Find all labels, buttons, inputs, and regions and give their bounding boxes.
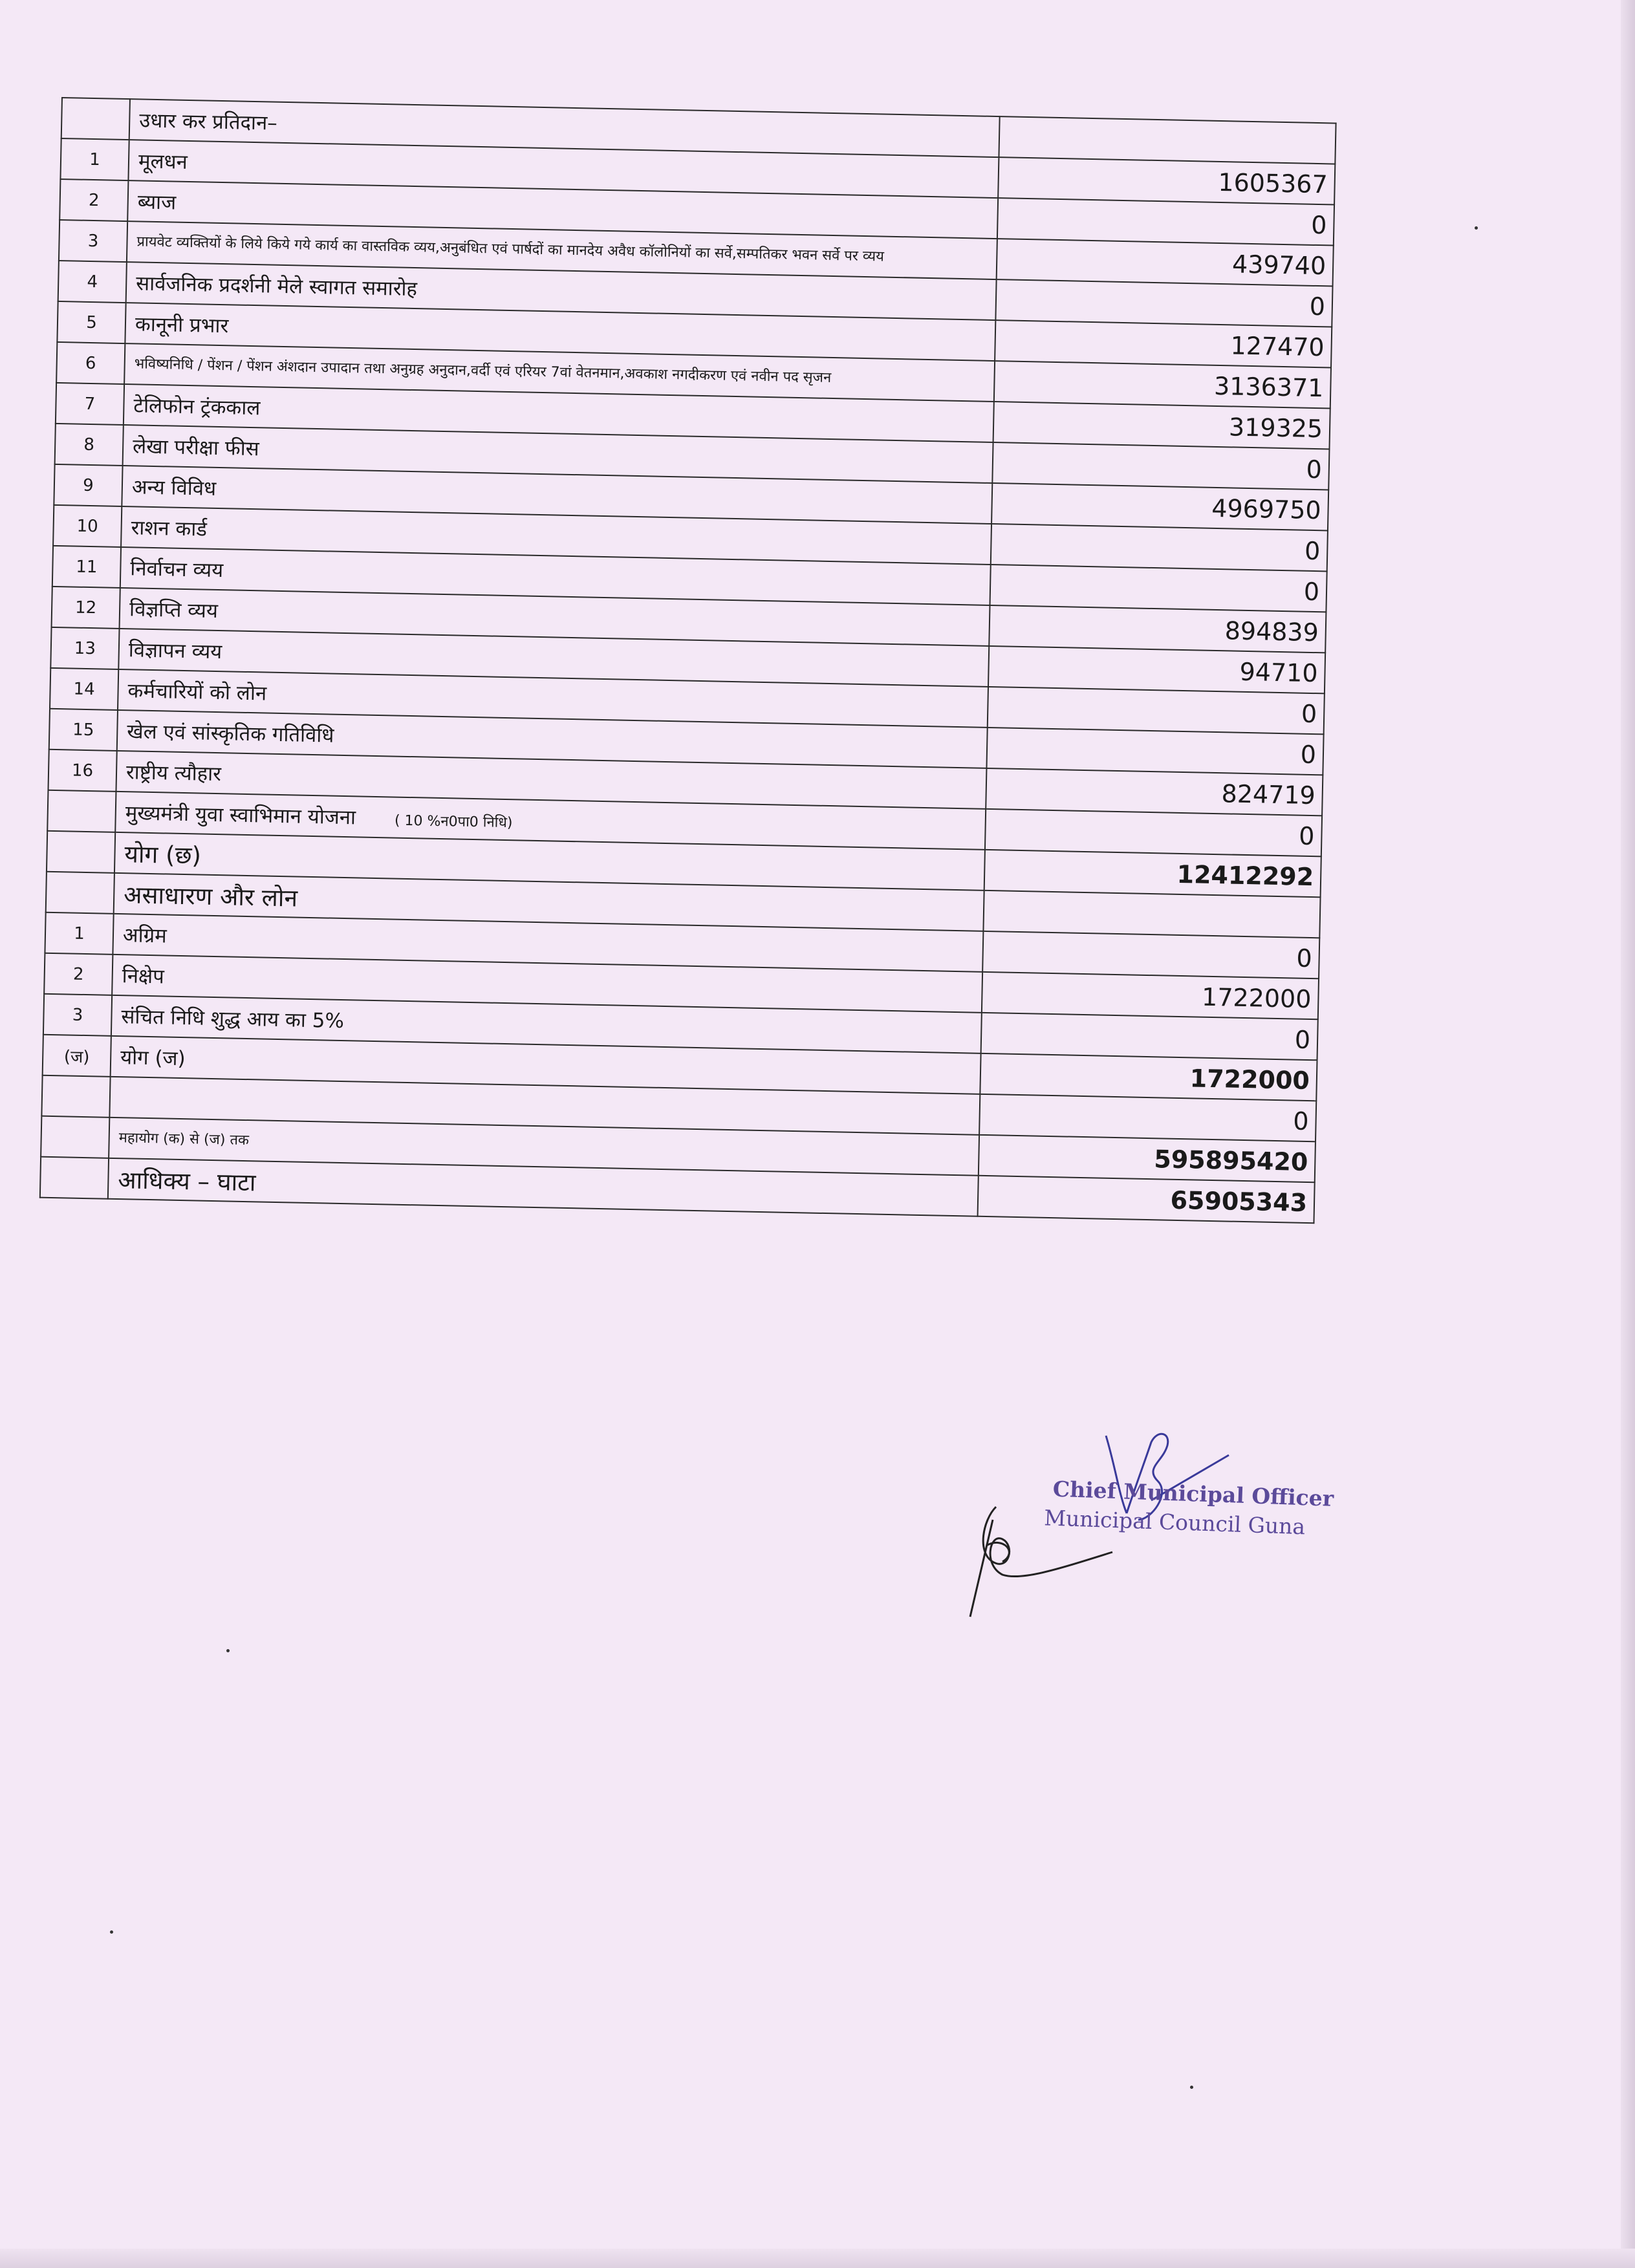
expense-table-body <box>40 98 1336 1223</box>
row-number: (ज) <box>43 1035 111 1077</box>
row-note: ( 10 %न0पा0 निधि) <box>394 812 513 831</box>
row-description-text: राष्ट्रीय त्यौहार <box>125 760 222 786</box>
row-number: 11 <box>52 546 121 588</box>
row-description-text: असाधारण और लोन <box>123 881 298 913</box>
row-number <box>47 790 116 832</box>
row-number: 16 <box>48 750 116 792</box>
row-description-text: निक्षेप <box>122 964 165 988</box>
row-amount <box>983 891 1320 938</box>
row-description-text: कर्मचारियों को लोन <box>127 678 267 706</box>
row-number: 12 <box>52 587 120 629</box>
row-number <box>41 1116 109 1158</box>
row-amount: 894839 <box>989 605 1326 653</box>
scan-speck <box>110 1930 113 1934</box>
row-number <box>46 872 114 914</box>
row-description-text: निर्वाचन व्यय <box>130 556 224 582</box>
page-edge-bottom <box>0 2249 1635 2268</box>
official-stamp <box>1044 1476 1334 1540</box>
row-description-text: योग (छ) <box>124 840 202 870</box>
row-number <box>41 1075 110 1118</box>
row-amount: 0 <box>981 1013 1318 1060</box>
row-amount: 0 <box>991 524 1328 571</box>
row-amount: 0 <box>995 279 1332 327</box>
row-amount: 1722000 <box>980 1053 1317 1101</box>
row-amount: 0 <box>979 1094 1316 1141</box>
row-description-text: अग्रिम <box>122 923 168 948</box>
document-sheet <box>39 97 1336 1224</box>
scan-speck <box>226 1649 230 1652</box>
row-amount: 4969750 <box>991 483 1328 530</box>
row-number: 8 <box>55 424 124 466</box>
row-amount: 0 <box>986 728 1323 775</box>
row-amount: 319325 <box>993 402 1330 449</box>
row-number: 5 <box>57 301 125 343</box>
row-description-text: विज्ञप्ति व्यय <box>129 597 219 623</box>
row-amount <box>999 116 1336 164</box>
row-amount: 65905343 <box>978 1176 1315 1223</box>
row-description-text: अन्य विविध <box>131 475 217 501</box>
row-number <box>40 1157 109 1199</box>
row-description-text: उधार कर प्रतिदान– <box>138 108 278 135</box>
row-description-text: महायोग (क) से (ज) तक <box>118 1129 250 1149</box>
row-amount: 0 <box>997 198 1334 245</box>
row-number: 9 <box>54 464 122 506</box>
row-number: 10 <box>53 505 122 547</box>
row-description-text: मूलधन <box>138 149 188 174</box>
row-number: 3 <box>43 994 112 1036</box>
row-description-text: कानूनी प्रभार <box>135 312 229 338</box>
row-description-text: विज्ञापन व्यय <box>128 638 222 664</box>
row-amount: 0 <box>985 809 1322 856</box>
row-description-text: टेलिफोन ट्रंककाल <box>133 393 261 420</box>
stamp-title: Chief Municipal Officer <box>1052 1476 1334 1511</box>
row-amount: 824719 <box>986 768 1323 815</box>
row-amount: 1722000 <box>982 972 1319 1019</box>
row-description-text: भविष्यनिधि / पेंशन / पेंशन अंशदान उपादान तथा अनुग्रह अनुदान,वर्दी एवं एरियर 7वां वेतनमान,अवकाश नगदीकरण एवं नवीन पद सृजन <box>134 355 832 386</box>
row-amount: 94710 <box>988 646 1325 693</box>
row-number: 4 <box>58 261 127 303</box>
row-number: 1 <box>60 138 129 180</box>
row-number: 15 <box>49 709 118 751</box>
row-description-text: राशन कार्ड <box>131 515 208 541</box>
scan-speck <box>1475 226 1478 230</box>
row-description-text: प्रायवेट व्यक्तियों के लिये किये गये कार्य का वास्तविक व्यय,अनुबंधित एवं पार्षदों का मानदेय अवैध कॉलोनियों का सर्वे,सम्पतिकर भवन सर्वे पर व्यय <box>136 233 885 265</box>
row-number: 6 <box>56 342 125 384</box>
row-amount: 0 <box>982 931 1319 978</box>
row-description-text: सार्वजनिक प्रदर्शनी मेले स्वागत समारोह <box>135 271 418 301</box>
page-edge-right <box>1621 0 1635 2268</box>
row-amount: 595895420 <box>979 1135 1316 1182</box>
row-description-text: संचित निधि शुद्ध आय का 5% <box>121 1004 345 1033</box>
row-description-text: खेल एवं सांस्कृतिक गतिविधि <box>126 719 334 748</box>
row-number <box>61 98 130 140</box>
row-description-text: ब्याज <box>137 189 177 215</box>
row-amount: 0 <box>992 442 1329 490</box>
row-number <box>47 831 115 873</box>
row-number: 2 <box>44 953 113 995</box>
row-description-text: लेखा परीक्षा फीस <box>132 434 260 460</box>
row-amount: 1605367 <box>998 157 1335 204</box>
row-number: 7 <box>56 383 124 425</box>
row-description-text: योग (ज) <box>120 1045 186 1070</box>
expense-table <box>39 97 1337 1224</box>
stamp-office: Municipal Council Guna <box>1043 1505 1306 1540</box>
row-description-text: मुख्यमंत्री युवा स्वाभिमान योजना <box>125 801 356 829</box>
row-number: 14 <box>50 668 118 710</box>
row-amount: 0 <box>990 565 1327 612</box>
row-description-text: आधिक्य – घाटा <box>117 1166 256 1197</box>
row-number: 1 <box>45 913 113 955</box>
row-amount: 439740 <box>997 239 1334 286</box>
row-amount: 0 <box>988 687 1325 734</box>
row-amount: 3136371 <box>994 361 1331 408</box>
row-amount: 12412292 <box>984 850 1321 897</box>
scan-speck <box>1190 2086 1193 2089</box>
row-number: 3 <box>59 220 127 262</box>
row-number: 2 <box>60 179 128 221</box>
row-number: 13 <box>50 627 119 669</box>
row-amount: 127470 <box>995 320 1332 367</box>
